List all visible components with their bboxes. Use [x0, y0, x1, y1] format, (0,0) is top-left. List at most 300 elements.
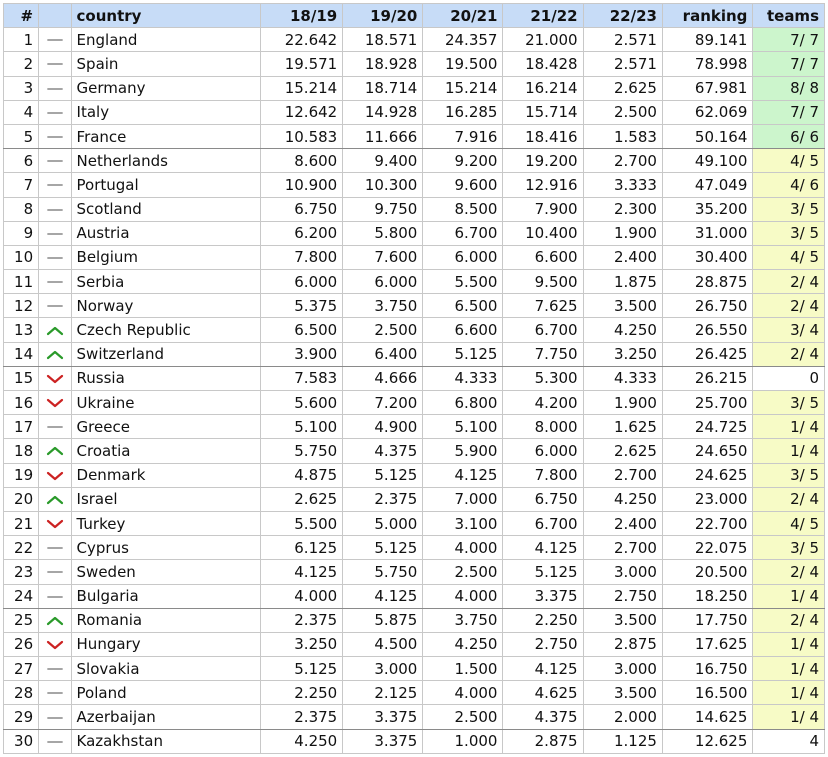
country-ranking-table — [3, 3, 825, 754]
points-19-20: 5.750 — [343, 560, 423, 584]
trend-flat-icon — [46, 663, 64, 675]
trend-cell — [39, 391, 71, 415]
teams-value: 3/ 5 — [753, 536, 825, 560]
ranking-value: 22.700 — [662, 511, 752, 535]
country-name: Spain — [71, 52, 261, 76]
row-number: 9 — [4, 221, 39, 245]
teams-value: 4/ 6 — [753, 173, 825, 197]
points-18-19: 6.500 — [261, 318, 343, 342]
table-row — [4, 366, 825, 390]
row-number: 18 — [4, 439, 39, 463]
points-22-23: 1.900 — [583, 391, 662, 415]
ranking-value: 26.215 — [662, 366, 752, 390]
country-name: Azerbaijan — [71, 705, 261, 729]
row-number: 14 — [4, 342, 39, 366]
points-19-20: 5.125 — [343, 536, 423, 560]
teams-value: 7/ 7 — [753, 28, 825, 52]
teams-value: 1/ 4 — [753, 632, 825, 656]
trend-up-icon — [46, 325, 64, 337]
points-22-23: 2.400 — [583, 511, 662, 535]
points-20-21: 5.100 — [423, 415, 503, 439]
points-18-19: 10.900 — [261, 173, 343, 197]
teams-value: 2/ 4 — [753, 294, 825, 318]
points-19-20: 4.125 — [343, 584, 423, 608]
country-name: Germany — [71, 76, 261, 100]
ranking-value: 23.000 — [662, 487, 752, 511]
trend-up-icon — [46, 615, 64, 627]
table-row — [4, 415, 825, 439]
points-20-21: 7.916 — [423, 124, 503, 148]
points-20-21: 5.900 — [423, 439, 503, 463]
points-22-23: 2.000 — [583, 705, 662, 729]
points-18-19: 22.642 — [261, 28, 343, 52]
trend-down-icon — [46, 373, 64, 385]
points-22-23: 1.583 — [583, 124, 662, 148]
points-20-21: 6.500 — [423, 294, 503, 318]
table-row — [4, 124, 825, 148]
teams-value: 3/ 5 — [753, 221, 825, 245]
trend-cell — [39, 124, 71, 148]
teams-value: 1/ 4 — [753, 681, 825, 705]
points-19-20: 3.375 — [343, 705, 423, 729]
table-row — [4, 245, 825, 269]
points-22-23: 1.900 — [583, 221, 662, 245]
ranking-value: 67.981 — [662, 76, 752, 100]
points-18-19: 5.125 — [261, 657, 343, 681]
points-20-21: 7.000 — [423, 487, 503, 511]
country-name: Norway — [71, 294, 261, 318]
trend-flat-icon — [46, 179, 64, 191]
points-18-19: 6.200 — [261, 221, 343, 245]
points-20-21: 4.333 — [423, 366, 503, 390]
trend-cell — [39, 511, 71, 535]
points-22-23: 2.750 — [583, 584, 662, 608]
country-name: England — [71, 28, 261, 52]
table-row — [4, 584, 825, 608]
trend-cell — [39, 681, 71, 705]
ranking-value: 30.400 — [662, 245, 752, 269]
points-21-22: 7.900 — [503, 197, 583, 221]
points-21-22: 3.375 — [503, 584, 583, 608]
country-name: Poland — [71, 681, 261, 705]
country-name: Hungary — [71, 632, 261, 656]
country-name: Scotland — [71, 197, 261, 221]
row-number: 6 — [4, 149, 39, 173]
trend-cell — [39, 100, 71, 124]
row-number: 15 — [4, 366, 39, 390]
points-20-21: 4.000 — [423, 584, 503, 608]
header-country[interactable]: country — [71, 4, 261, 28]
teams-value: 4/ 5 — [753, 245, 825, 269]
points-22-23: 1.875 — [583, 270, 662, 294]
trend-cell — [39, 366, 71, 390]
points-22-23: 2.700 — [583, 463, 662, 487]
points-21-22: 2.250 — [503, 608, 583, 632]
teams-value: 1/ 4 — [753, 584, 825, 608]
header-19-20[interactable]: 19/20 — [343, 4, 423, 28]
points-22-23: 2.875 — [583, 632, 662, 656]
points-20-21: 6.800 — [423, 391, 503, 415]
points-22-23: 2.700 — [583, 149, 662, 173]
points-20-21: 4.000 — [423, 681, 503, 705]
trend-cell — [39, 294, 71, 318]
header-18-19[interactable]: 18/19 — [261, 4, 343, 28]
teams-value: 3/ 5 — [753, 463, 825, 487]
row-number: 4 — [4, 100, 39, 124]
ranking-value: 24.625 — [662, 463, 752, 487]
ranking-value: 20.500 — [662, 560, 752, 584]
points-22-23: 2.625 — [583, 439, 662, 463]
trend-flat-icon — [46, 155, 64, 167]
trend-flat-icon — [46, 542, 64, 554]
country-name: Slovakia — [71, 657, 261, 681]
points-22-23: 2.400 — [583, 245, 662, 269]
ranking-value: 22.075 — [662, 536, 752, 560]
points-20-21: 5.125 — [423, 342, 503, 366]
points-21-22: 9.500 — [503, 270, 583, 294]
points-21-22: 5.300 — [503, 366, 583, 390]
points-21-22: 6.600 — [503, 245, 583, 269]
row-number: 26 — [4, 632, 39, 656]
country-name: Sweden — [71, 560, 261, 584]
trend-cell — [39, 463, 71, 487]
trend-cell — [39, 318, 71, 342]
points-19-20: 18.928 — [343, 52, 423, 76]
ranking-value: 47.049 — [662, 173, 752, 197]
country-name: Croatia — [71, 439, 261, 463]
points-22-23: 3.333 — [583, 173, 662, 197]
country-name: Greece — [71, 415, 261, 439]
points-22-23: 3.000 — [583, 560, 662, 584]
teams-value: 3/ 5 — [753, 197, 825, 221]
points-20-21: 2.500 — [423, 705, 503, 729]
teams-value: 2/ 4 — [753, 270, 825, 294]
points-18-19: 10.583 — [261, 124, 343, 148]
header-teams[interactable]: teams — [753, 4, 825, 28]
row-number: 23 — [4, 560, 39, 584]
points-18-19: 5.500 — [261, 511, 343, 535]
points-19-20: 2.375 — [343, 487, 423, 511]
table-row — [4, 270, 825, 294]
table-row — [4, 342, 825, 366]
table-row — [4, 318, 825, 342]
teams-value: 0 — [753, 366, 825, 390]
points-19-20: 3.000 — [343, 657, 423, 681]
row-number: 22 — [4, 536, 39, 560]
teams-value: 7/ 7 — [753, 100, 825, 124]
ranking-value: 24.725 — [662, 415, 752, 439]
points-21-22: 10.400 — [503, 221, 583, 245]
teams-value: 4 — [753, 729, 825, 753]
country-name: Switzerland — [71, 342, 261, 366]
points-18-19: 5.375 — [261, 294, 343, 318]
ranking-value: 18.250 — [662, 584, 752, 608]
ranking-value: 26.425 — [662, 342, 752, 366]
points-19-20: 18.714 — [343, 76, 423, 100]
points-20-21: 6.700 — [423, 221, 503, 245]
points-18-19: 5.750 — [261, 439, 343, 463]
header-21-22[interactable]: 21/22 — [503, 4, 583, 28]
trend-cell — [39, 608, 71, 632]
points-22-23: 4.250 — [583, 318, 662, 342]
points-21-22: 4.625 — [503, 681, 583, 705]
points-20-21: 24.357 — [423, 28, 503, 52]
points-20-21: 5.500 — [423, 270, 503, 294]
trend-cell — [39, 560, 71, 584]
points-18-19: 3.250 — [261, 632, 343, 656]
table-row — [4, 705, 825, 729]
points-21-22: 21.000 — [503, 28, 583, 52]
points-21-22: 6.700 — [503, 318, 583, 342]
points-19-20: 6.400 — [343, 342, 423, 366]
points-21-22: 19.200 — [503, 149, 583, 173]
ranking-value: 14.625 — [662, 705, 752, 729]
country-name: Serbia — [71, 270, 261, 294]
points-19-20: 2.500 — [343, 318, 423, 342]
trend-flat-icon — [46, 276, 64, 288]
teams-value: 3/ 4 — [753, 318, 825, 342]
ranking-value: 17.625 — [662, 632, 752, 656]
table-row — [4, 511, 825, 535]
header-trend[interactable] — [39, 4, 71, 28]
points-18-19: 4.875 — [261, 463, 343, 487]
country-name: Russia — [71, 366, 261, 390]
trend-cell — [39, 221, 71, 245]
points-19-20: 5.125 — [343, 463, 423, 487]
points-21-22: 7.625 — [503, 294, 583, 318]
trend-flat-icon — [46, 712, 64, 724]
points-21-22: 8.000 — [503, 415, 583, 439]
points-18-19: 19.571 — [261, 52, 343, 76]
row-number: 21 — [4, 511, 39, 535]
table-row — [4, 729, 825, 753]
header-num[interactable]: # — [4, 4, 39, 28]
table-row — [4, 294, 825, 318]
ranking-value: 50.164 — [662, 124, 752, 148]
points-22-23: 2.571 — [583, 52, 662, 76]
table-row — [4, 173, 825, 197]
country-name: Italy — [71, 100, 261, 124]
points-20-21: 3.100 — [423, 511, 503, 535]
country-name: Kazakhstan — [71, 729, 261, 753]
country-name: Portugal — [71, 173, 261, 197]
points-19-20: 4.500 — [343, 632, 423, 656]
points-18-19: 8.600 — [261, 149, 343, 173]
table-row — [4, 681, 825, 705]
trend-cell — [39, 76, 71, 100]
teams-value: 4/ 5 — [753, 149, 825, 173]
trend-flat-icon — [46, 300, 64, 312]
points-18-19: 2.250 — [261, 681, 343, 705]
country-name: Israel — [71, 487, 261, 511]
ranking-value: 26.750 — [662, 294, 752, 318]
points-22-23: 2.625 — [583, 76, 662, 100]
points-18-19: 2.375 — [261, 705, 343, 729]
points-19-20: 4.375 — [343, 439, 423, 463]
country-name: Ukraine — [71, 391, 261, 415]
points-19-20: 5.000 — [343, 511, 423, 535]
table-row — [4, 28, 825, 52]
header-row — [4, 4, 825, 28]
trend-cell — [39, 439, 71, 463]
country-name: Netherlands — [71, 149, 261, 173]
points-20-21: 6.600 — [423, 318, 503, 342]
teams-value: 1/ 4 — [753, 415, 825, 439]
points-22-23: 3.500 — [583, 294, 662, 318]
row-number: 20 — [4, 487, 39, 511]
trend-down-icon — [46, 397, 64, 409]
table-row — [4, 439, 825, 463]
teams-value: 3/ 5 — [753, 391, 825, 415]
country-name: Austria — [71, 221, 261, 245]
table-row — [4, 608, 825, 632]
row-number: 25 — [4, 608, 39, 632]
trend-cell — [39, 270, 71, 294]
trend-cell — [39, 657, 71, 681]
trend-down-icon — [46, 470, 64, 482]
table-row — [4, 76, 825, 100]
trend-cell — [39, 149, 71, 173]
ranking-value: 62.069 — [662, 100, 752, 124]
trend-flat-icon — [46, 83, 64, 95]
points-19-20: 3.750 — [343, 294, 423, 318]
row-number: 7 — [4, 173, 39, 197]
country-name: Turkey — [71, 511, 261, 535]
row-number: 28 — [4, 681, 39, 705]
trend-flat-icon — [46, 736, 64, 748]
ranking-value: 31.000 — [662, 221, 752, 245]
points-22-23: 2.571 — [583, 28, 662, 52]
table-row — [4, 221, 825, 245]
points-19-20: 9.400 — [343, 149, 423, 173]
row-number: 19 — [4, 463, 39, 487]
trend-flat-icon — [46, 687, 64, 699]
trend-cell — [39, 173, 71, 197]
trend-flat-icon — [46, 228, 64, 240]
points-18-19: 4.000 — [261, 584, 343, 608]
trend-cell — [39, 28, 71, 52]
row-number: 12 — [4, 294, 39, 318]
points-19-20: 2.125 — [343, 681, 423, 705]
country-name: France — [71, 124, 261, 148]
header-20-21[interactable]: 20/21 — [423, 4, 503, 28]
points-20-21: 3.750 — [423, 608, 503, 632]
trend-cell — [39, 197, 71, 221]
trend-flat-icon — [46, 591, 64, 603]
points-20-21: 9.600 — [423, 173, 503, 197]
points-20-21: 4.125 — [423, 463, 503, 487]
points-20-21: 6.000 — [423, 245, 503, 269]
country-name: Denmark — [71, 463, 261, 487]
trend-up-icon — [46, 349, 64, 361]
teams-value: 7/ 7 — [753, 52, 825, 76]
points-21-22: 2.875 — [503, 729, 583, 753]
trend-flat-icon — [46, 34, 64, 46]
points-22-23: 4.333 — [583, 366, 662, 390]
table-row — [4, 463, 825, 487]
points-20-21: 2.500 — [423, 560, 503, 584]
points-19-20: 4.666 — [343, 366, 423, 390]
points-21-22: 4.125 — [503, 536, 583, 560]
table-row — [4, 632, 825, 656]
country-name: Czech Republic — [71, 318, 261, 342]
points-19-20: 6.000 — [343, 270, 423, 294]
points-18-19: 15.214 — [261, 76, 343, 100]
points-20-21: 1.500 — [423, 657, 503, 681]
trend-flat-icon — [46, 421, 64, 433]
trend-cell — [39, 536, 71, 560]
row-number: 10 — [4, 245, 39, 269]
points-20-21: 9.200 — [423, 149, 503, 173]
points-20-21: 4.250 — [423, 632, 503, 656]
points-18-19: 7.800 — [261, 245, 343, 269]
ranking-value: 89.141 — [662, 28, 752, 52]
table-row — [4, 487, 825, 511]
points-21-22: 6.750 — [503, 487, 583, 511]
trend-up-icon — [46, 445, 64, 457]
ranking-value: 78.998 — [662, 52, 752, 76]
ranking-value: 25.700 — [662, 391, 752, 415]
points-21-22: 15.714 — [503, 100, 583, 124]
ranking-value: 17.750 — [662, 608, 752, 632]
table-row — [4, 149, 825, 173]
points-20-21: 8.500 — [423, 197, 503, 221]
header-ranking[interactable]: ranking — [662, 4, 752, 28]
country-name: Belgium — [71, 245, 261, 269]
points-20-21: 4.000 — [423, 536, 503, 560]
teams-value: 2/ 4 — [753, 560, 825, 584]
table-row — [4, 657, 825, 681]
header-22-23[interactable]: 22/23 — [583, 4, 662, 28]
points-19-20: 9.750 — [343, 197, 423, 221]
trend-flat-icon — [46, 204, 64, 216]
points-18-19: 5.100 — [261, 415, 343, 439]
trend-cell — [39, 632, 71, 656]
trend-flat-icon — [46, 566, 64, 578]
points-21-22: 12.916 — [503, 173, 583, 197]
ranking-value: 16.750 — [662, 657, 752, 681]
points-19-20: 18.571 — [343, 28, 423, 52]
teams-value: 2/ 4 — [753, 487, 825, 511]
points-19-20: 5.800 — [343, 221, 423, 245]
points-21-22: 18.416 — [503, 124, 583, 148]
points-20-21: 15.214 — [423, 76, 503, 100]
points-22-23: 3.000 — [583, 657, 662, 681]
trend-cell — [39, 342, 71, 366]
row-number: 30 — [4, 729, 39, 753]
trend-cell — [39, 415, 71, 439]
ranking-value: 16.500 — [662, 681, 752, 705]
ranking-value: 26.550 — [662, 318, 752, 342]
points-22-23: 4.250 — [583, 487, 662, 511]
teams-value: 1/ 4 — [753, 705, 825, 729]
ranking-value: 24.650 — [662, 439, 752, 463]
row-number: 24 — [4, 584, 39, 608]
table-row — [4, 52, 825, 76]
points-21-22: 4.125 — [503, 657, 583, 681]
points-18-19: 4.250 — [261, 729, 343, 753]
trend-cell — [39, 487, 71, 511]
points-20-21: 16.285 — [423, 100, 503, 124]
table-row — [4, 197, 825, 221]
table-row — [4, 391, 825, 415]
points-19-20: 7.600 — [343, 245, 423, 269]
country-name: Bulgaria — [71, 584, 261, 608]
trend-flat-icon — [46, 252, 64, 264]
points-21-22: 4.200 — [503, 391, 583, 415]
country-name: Cyprus — [71, 536, 261, 560]
trend-down-icon — [46, 518, 64, 530]
